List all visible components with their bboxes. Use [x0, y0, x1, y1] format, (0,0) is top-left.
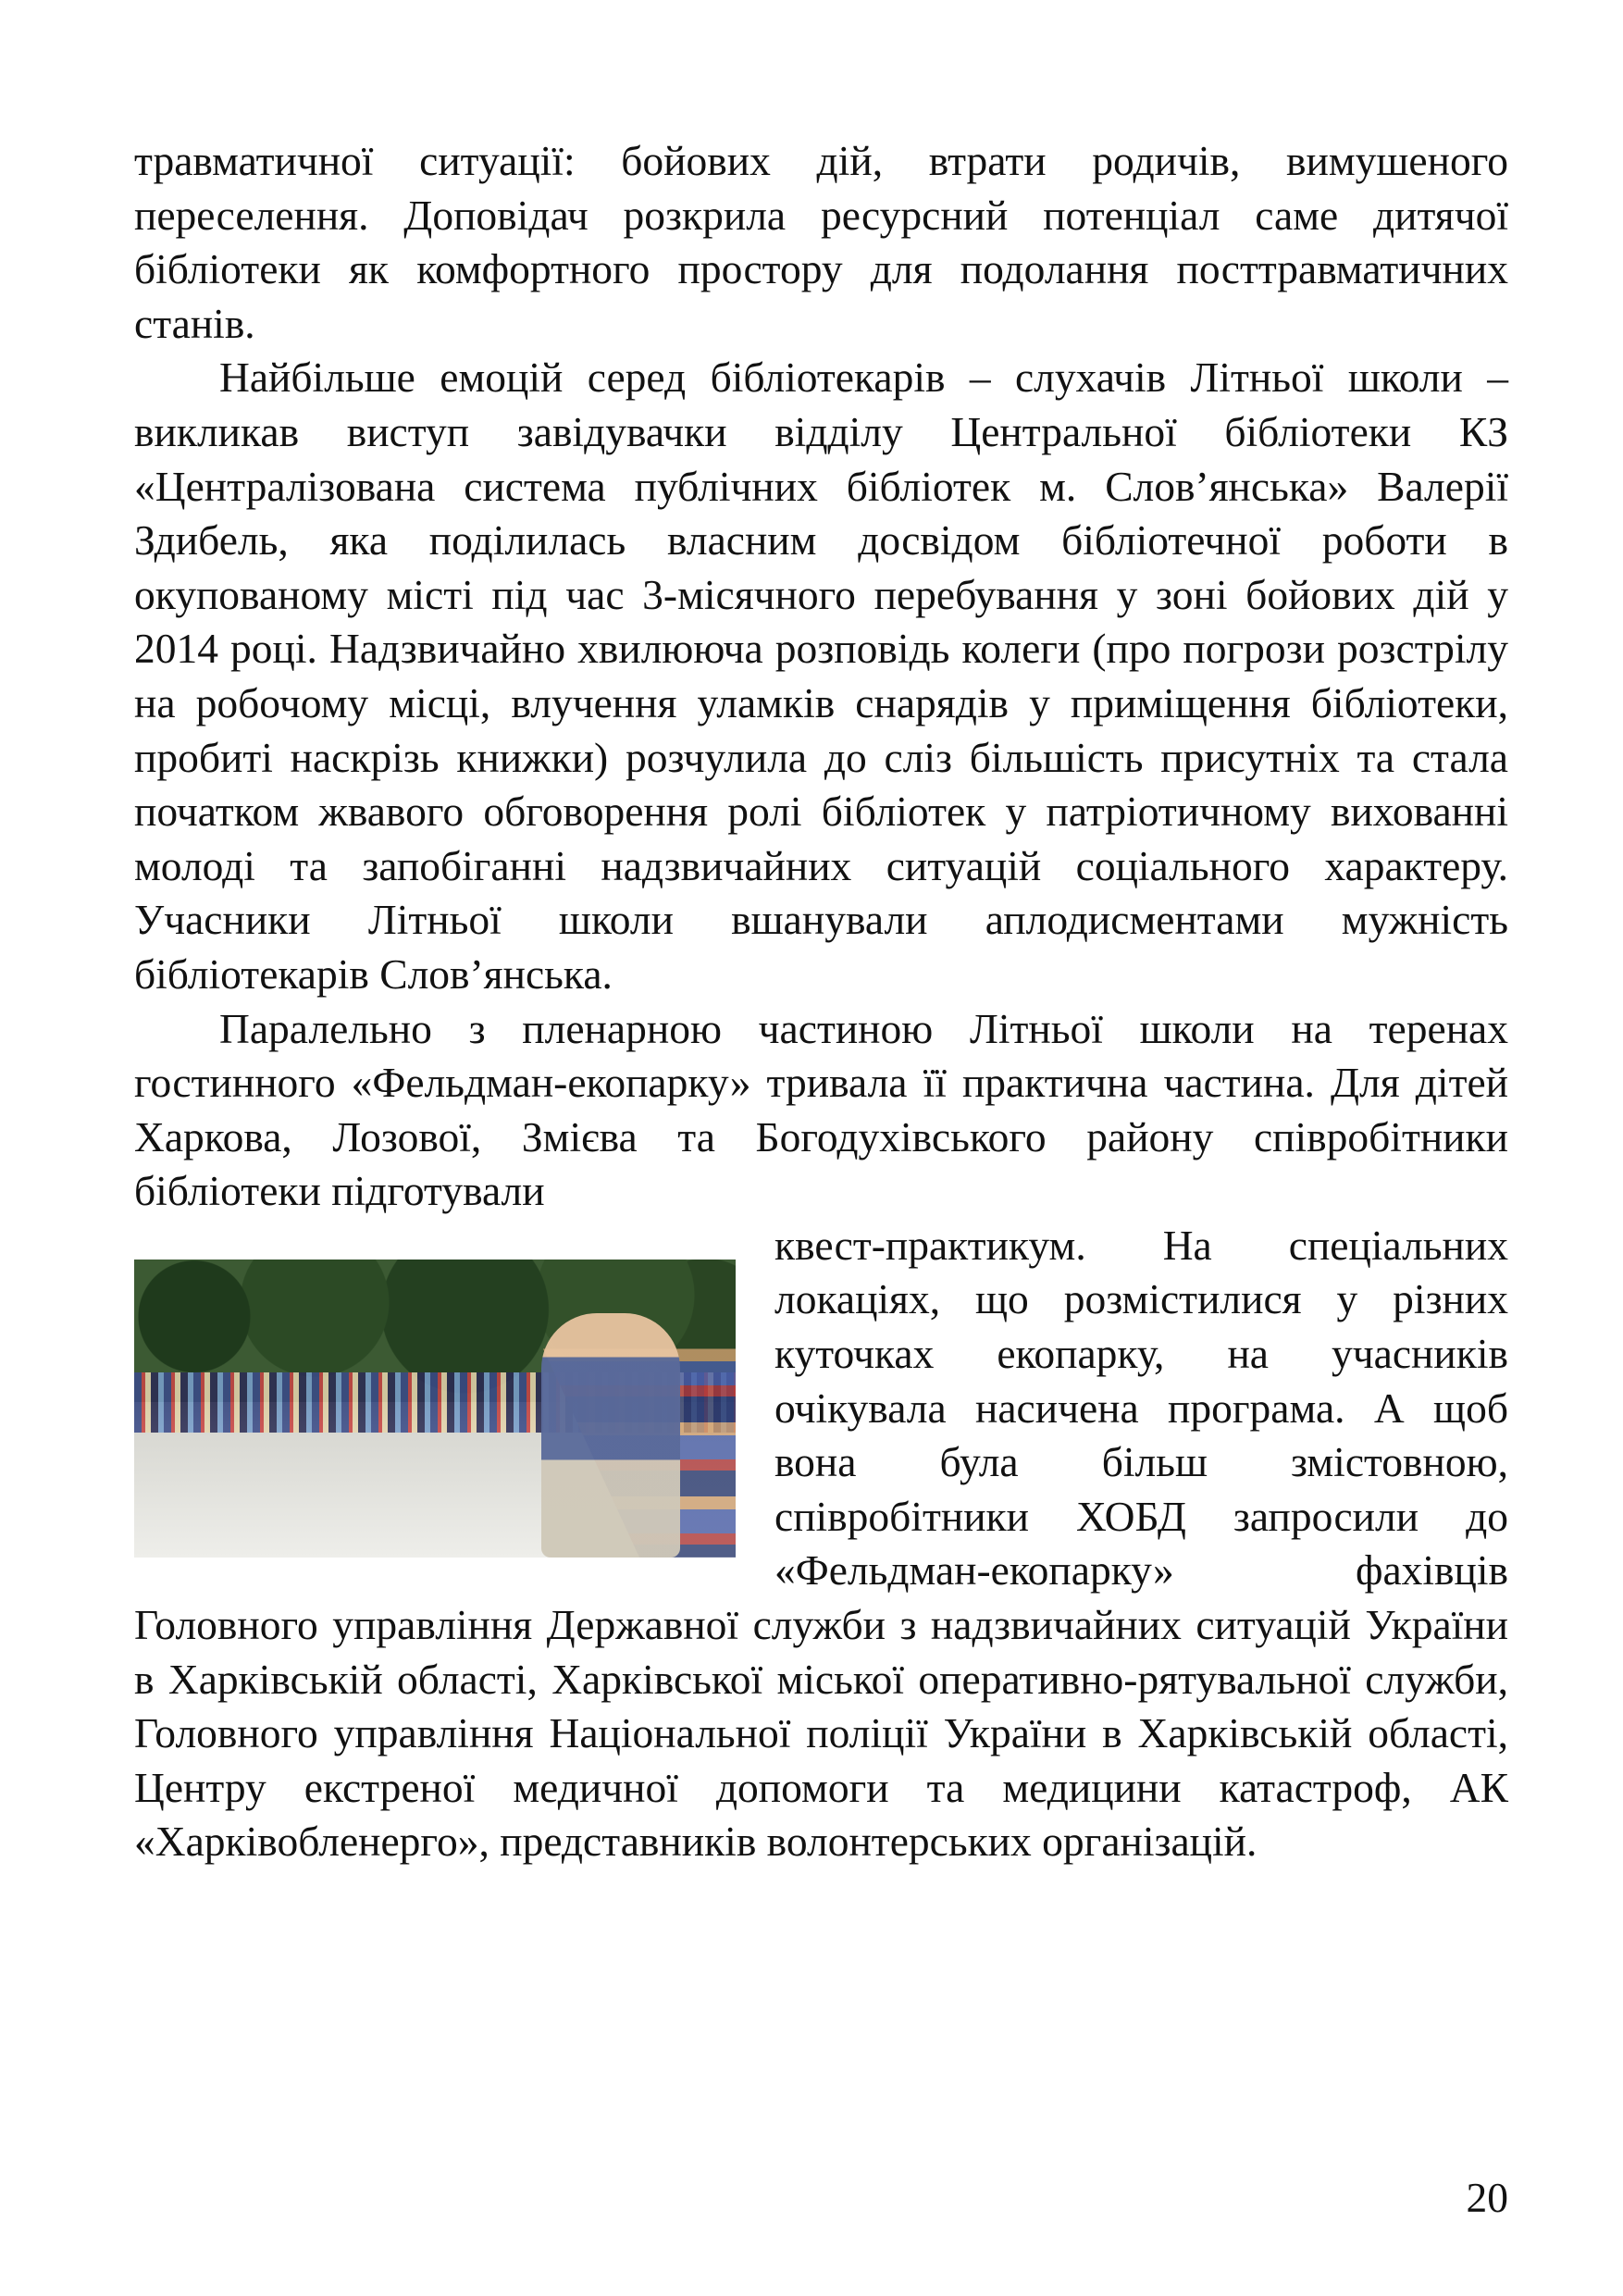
paragraph-1: травматичної ситуації: бойових дій, втрати родичів, вимушеного переселення. Доповідач розкрила ресурсний потенціал саме дитячої бібліотеки як комфортного простору для подолання посттравматичних станів. — [134, 137, 1508, 347]
photo-person — [541, 1313, 680, 1558]
page-content — [134, 134, 1508, 1869]
page-number: 20 — [1466, 2174, 1508, 2221]
paragraph-3: Паралельно з пленарною частиною Літньої школи на теренах гостинного «Фельдман-екопарку» тривала її практична частина. Для дітей Харкова, Лозової, Змієва та Богодухівського району співробітники бібліотеки підготували — [134, 1004, 1508, 1215]
event-photo — [134, 1260, 736, 1558]
paragraph-2: Найбільше емоцій серед бібліотекарів – слухачів Літньої школи – викликав виступ завідувачки відділу Центральної бібліотеки КЗ «Централізована система публічних бібліотек м. Слов’янська» Валерії Здибель, яка поділилась власним досвідом бібліотечної роботи в окупованому місті під час 3-місячного перебування у зоні бойових дій у 2014 році. Надзвичайно хвилююча розповідь колеги (про погрози розстрілу на робочому місці, влучення уламків снарядів у приміщення бібліотеки, пробиті наскрізь книжки) розчулила до сліз більшість присутніх та стала початком жвавого обговорення ролі бібліотек у патріотичному вихованні молоді та запобіганні надзвичайних ситуацій соціального характеру. Учасники Літньої школи вшанували аплодисментами мужність бібліотекарів Слов’янська. — [134, 354, 1508, 998]
paragraph-4: квест-практикум. На спеціальних локаціях, що розмістилися у різних куточках екопарку, на учасників очікувала насичена програма. А щоб вона була більш змістовною, співробітники ХОБД запросили до «Фельдман-екопарку» фахівців Головного управління Державної служби з надзвичайних ситуацій України в Харківській області, Харківської міської оперативно-рятувальної служби, Головного управління Національної поліції України в Харківській області, Центру екстреної медичної допомоги та медицини катастроф, АК «Харківобленерго», представників волонтерських організацій. — [134, 1221, 1508, 1866]
